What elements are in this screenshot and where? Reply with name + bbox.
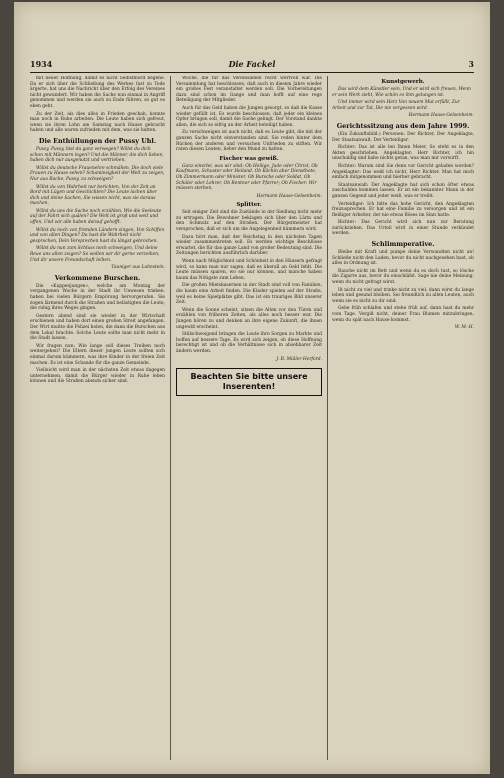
- article-paragraph: Staatsanwalt: Der Angeklagte hat sich schon öfter etwas zuschulden kommen lassen. Er ist ein bekannter Mann in der ganzen Gegend und jeder weiß, was er treibt.: [332, 182, 474, 199]
- article-paragraph: Zu der Zeit, als dies alles in Frieden geschah, konnte man noch in Ruhe arbeiten. Die Leute haben sich gefreut, wenn sie ihren Lohn am Samstag nach Hause gebracht haben und alle waren zufrieden mit dem, was sie hatten.: [30, 111, 165, 134]
- poem-stanza: Willst du deutsche Frauenehre schmähen, Die doch viele Frauen zu Hause sehen? Schamlosigkeit der Welt zu zeigen, Nur aus Rache, Pussy, zu schweigen?: [30, 165, 165, 182]
- author-signature: J. B. Müller-Herford.: [276, 356, 322, 362]
- header-year: 1934: [30, 59, 53, 69]
- poem-stanza: Pussy, Pussy, bist du ganz verwegen? Willst du dich schon mit Männern legen? Und die Männer, die dich lieben, haben dich nur ausgenutzt und vertrieben.: [30, 146, 164, 164]
- author-signature: Hermann Haase-Gelsenheim.: [408, 113, 474, 119]
- advertisement-box: Beachten Sie bitte unsere Inserenten!: [176, 368, 322, 396]
- article-heading: Schlimmperative.: [371, 240, 435, 249]
- article-paragraph: (Ein Zukunftsbild.) Personen: Der Richter, Der Angeklagte, Der Staatsanwalt, Der Verteidiger.: [332, 131, 474, 143]
- article-paragraph: Iß nicht zu viel und trinke nicht zu viel, dann wirst du lange leben und gesund bleiben. Sei freundlich zu allen Leuten, auch wenn sie es nicht zu dir sind.: [332, 287, 474, 304]
- header-page-number: 3: [468, 59, 474, 69]
- article-paragraph: Richter: Das Gericht wird sich nun zur Beratung zurückziehen. Das Urteil wird in einer Stunde verkündet werden.: [332, 220, 474, 237]
- column-middle: [176, 76, 322, 760]
- article-paragraph: Die »Kappenjungen«, welche am Montag der vergangenen Woche in der Stadt ihr Unwesen trieben, haben bei vielen Bürgern Empörung hervorgerufen. Sie zogen lärmend durch die Straßen und belästigten die Leute, die ruhig ihres Weges gingen.: [30, 283, 165, 312]
- article-paragraph: Gehe früh schlafen und stehe früh auf, dann hast du mehr vom Tage. Vergiß nicht, deiner Frau Blumen mitzubringen, wenn du spät nach Hause kommst.: [332, 306, 474, 323]
- article-heading: Gerichtssitzung aus dem Jahre 1999.: [336, 121, 470, 130]
- article-paragraph: Richter: Warum sind Sie denn vor Gericht geladen worden? Angeklagter: Das weiß ich nicht, Herr Richter. Man hat mich einfach mitgenommen und hierher gebracht.: [332, 163, 474, 181]
- article-paragraph: Richter: Das ist alle bei Ihnen Meier, So steht es in den Akten geschrieben. Angeklagter: Herr Richter, ich bin unschuldig und habe nichts getan, was man mir vorwirft.: [332, 145, 474, 162]
- article-paragraph: Wenn die Sonne scheint, sitzen die Alten vor den Türen und erzählen von früheren Zeiten, als alles noch besser war. Die Jungen hören zu und denken an ihre eigene Zukunft, die ihnen ungewiß erscheint.: [176, 307, 322, 330]
- poem-stanza: Willst du von Wahrheit nur berichten, Von der Zeit an Bord mit Lügen und Geschichten? Die Leute lachen über dich und deine Sachen, Sie wissen nicht, was sie daraus machen.: [30, 184, 157, 207]
- article-heading: Verkommene Burschen.: [54, 273, 141, 282]
- poem-stanza: Das wird dem Künstler sein, Und er wird sich freuen, Wenn er sein Werk sieht, Wie schön es ihm gelungen ist.: [332, 87, 471, 98]
- article-paragraph: Auch für das Geld haben die Jungen gesorgt, so daß die Kasse wieder gefüllt ist. Es wurde beschlossen, daß jeder ein kleines Opfer bringen soll, damit die Sache gelingt. Der Vorstand dankte allen, die sich so eifrig an der Arbeit beteiligt haben.: [176, 105, 322, 128]
- section-heading: Splitter.: [236, 202, 262, 209]
- page-header: [30, 58, 474, 73]
- column-left: [30, 76, 165, 760]
- article-paragraph: Wenn nach Möglichkeit und Schönheit in den Häusern gefragt wird, so kann man nur sagen, daß es überall an Geld fehlt. Die Leute müssen sparen, wo sie nur können, und manche haben kaum das Nötigste zum Leben.: [176, 259, 322, 281]
- article-paragraph: Vielleicht wird man in der nächsten Zeit etwas dagegen unternehmen, damit die Bürger wieder in Ruhe leben können und die Straßen abends sicher sind.: [30, 368, 165, 385]
- poem-stanza: Ganz einerlei, was wir sind: Ob Heilige, Jude oder Christ, Ob Kaufmann, Schuster oder Heiland, Ob Köchin aber Dienstbote, Ob Zimmermann oder Minister, Ob Bursche oder Soldat, Ob Schüler oder Lehrer, Ob Rentner oder Pfarrer; Ob Fischer: Wir müssen sterben.: [176, 163, 318, 192]
- article-paragraph: mit neuer Hoffnung, damit es nicht Selbstmord begehe. Da er sich über die Schließung des Werkes fast zu Tode ärgerte, hat uns die Nachricht über den Erfolg des Vereines nicht gewundert. Wir haben die Sache nun einmal in Angriff genommen und werden sie auch zu Ende führen, so gut es eben geht.: [30, 76, 165, 109]
- poem-stanza: Und immer wird sein Herz Von neuem Mut erfüllt, Zur Arbeit und zur Tat, Die nie vergessen wird.: [332, 100, 460, 111]
- poem-stanza: Willst du nun zum Schluss noch schweigen, Und deine Reue uns allen zeigen? So wollen wir dir gerne verzeihen, Und dir unsere Freundschaft leihen.: [30, 246, 160, 263]
- article-paragraph: Wir fragen nun: Wie lange soll dieses Treiben noch weitergehen? Die Eltern dieser jungen Leute sollten sich einmal darum kümmern, was ihre Kinder in der freien Zeit machen. Es ist eine Schande für die ganze Gemeinde.: [30, 343, 165, 366]
- article-paragraph: Bleibe mit Kraft und pumpe deine Verwandten nicht an! Schließe nicht den Laden, bevor du nicht nachgesehen hast, ob alles in Ordnung ist.: [332, 250, 474, 267]
- author-signature: Hermann Haase-Gelsenheim.: [256, 193, 322, 199]
- article-paragraph: Verteidiger: Ich bitte das hohe Gericht, den Angeklagten freizusprechen. Er hat eine Familie zu versorgen und ist ein fleißiger Arbeiter, der nie etwas Böses im Sinn hatte.: [332, 201, 474, 218]
- article-paragraph: Die großen Mietskasernen in der Stadt sind voll von Familien, die kaum eine Arbeit finden. Die Kinder spielen auf der Straße, weil es keine Spielplätze gibt. Das ist ein trauriges Bild unserer Zeit.: [176, 283, 322, 306]
- poem-stanza: Willst du noch von fremden Ländern singen, Von Schiffen und von allen Dingen? Du hast die Wahrheit nicht gesprochen, Dein Versprechen hast du längst gebrochen.: [30, 227, 165, 244]
- article-paragraph: Stillschweigend bringen die Leute ihre Sorgen zu Markte und hoffen auf bessere Tage. Es wird sich zeigen, ob diese Hoffnung berechtigt ist und ob die Verhältnisse sich in absehbarer Zeit ändern werden.: [176, 332, 322, 354]
- column-divider: [170, 76, 171, 760]
- article-paragraph: Gestern abend sind sie wieder in der Wirtschaft erschienen und haben dort einen großen Streit angefangen. Der Wirt mußte die Polizei holen, die dann die Burschen aus dem Lokal brachte. Solche Leute sollte man nicht mehr in die Stadt lassen.: [30, 313, 165, 342]
- poem-stanza: Willst du uns die Sache noch erzählen, Wie die Seeleute auf der Fahrt sich quälen? Die Welt ist groß und weit und offen, Und wir alle haben darauf gehofft.: [30, 208, 162, 226]
- article-paragraph: Zu verschweigen ist auch nicht, daß es Leute gibt, die mit der ganzen Sache nicht einverstanden sind. Sie reden hinter dem Rücken der anderen und versuchen Unfrieden zu stiften. Wir raten diesen Leuten, lieber den Mund zu halten.: [176, 130, 322, 153]
- section-heading: Fischer was gewiß.: [219, 155, 279, 162]
- article-paragraph: Rauche nicht im Bett und wenn du es doch tust, so lösche die Zigarre aus, bevor du einschläfst. Sage nie deine Meinung, wenn du nicht gefragt wirst.: [332, 268, 474, 286]
- article-paragraph: Seit einiger Zeit sind die Zustände in der Siedlung nicht mehr zu ertragen. Die Bewohner beklagen sich über den Lärm und den Schmutz auf den Straßen. Der Bürgermeister hat versprochen, daß er sich um die Angelegenheit kümmern wird.: [176, 210, 322, 233]
- column-right: [332, 76, 474, 760]
- author-signature: W. M.-H.: [454, 325, 474, 331]
- column-divider: [327, 76, 328, 760]
- newspaper-page: [14, 2, 490, 774]
- article-heading: Die Enthüllungen der Pussy Uhl.: [38, 136, 157, 145]
- article-paragraph: Woche, die für das Vereinsleben recht wertvoll war. Die Versammlung hat beschlossen, daß auch in diesem Jahre wieder ein großes Fest veranstaltet werden soll. Die Vorbereitungen dazu sind schon im Gange und man hofft auf eine rege Beteiligung der Mitglieder.: [176, 76, 322, 104]
- section-heading: Kunstgewerb.: [381, 79, 425, 85]
- header-title: Die Fackel: [228, 59, 276, 69]
- author-signature: Tauniger aus Lahnstein.: [111, 265, 165, 271]
- article-paragraph: Dazu hört man, daß der Reichstag in den nächsten Tagen wieder zusammentreten soll. Es werden wichtige Beschlüsse erwartet, die für das ganze Land von großer Bedeutung sind. Die Zeitungen berichten ausführlich darüber.: [176, 234, 322, 257]
